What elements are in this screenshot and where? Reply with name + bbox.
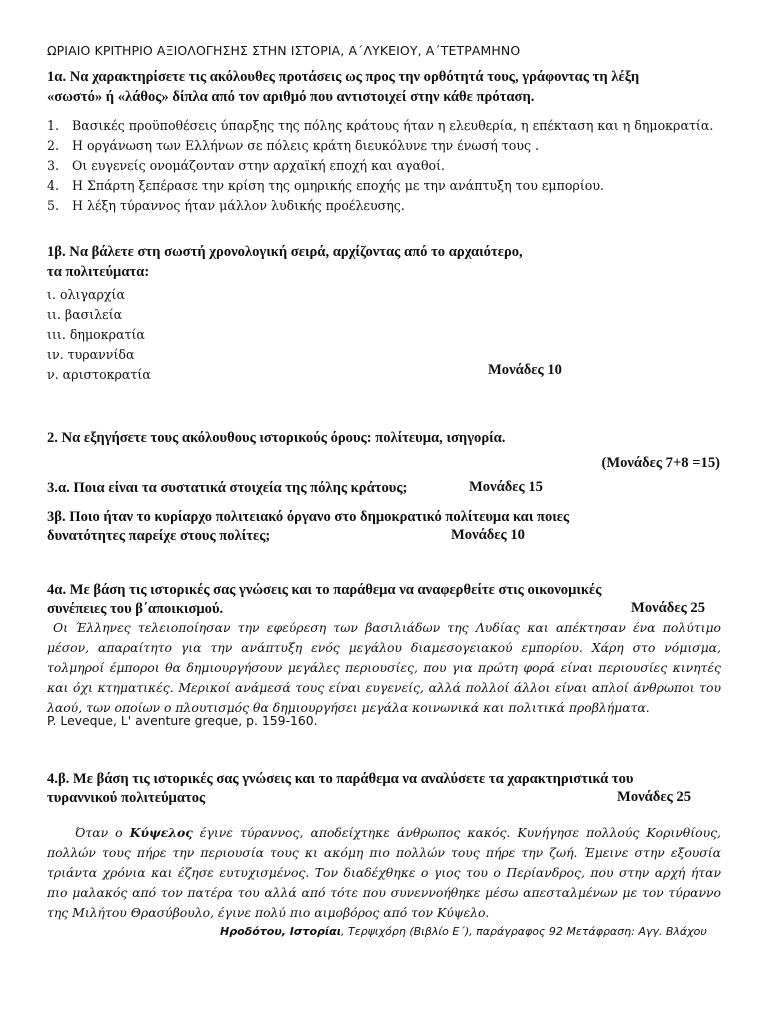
statement-item xyxy=(47,176,723,196)
question-4a-line2: συνέπειες του β΄αποικισμού. xyxy=(47,601,224,617)
question-1a-line2: «σωστό» ή «λάθος» δίπλα από τον αριθμό που αντιστοιχεί στην κάθε πρόταση. xyxy=(47,89,535,105)
question-3b-line1: 3β. Ποιο ήταν το κυρίαρχο πολιτειακό όργανο στο δημοκρατικό πολίτευμα και ποιες xyxy=(47,509,570,525)
question-1a-line1: 1α. Να χαρακτηρίσετε τις ακόλουθες προτάσεις ως προς την ορθότητά τους, γράφοντας τη λέξη xyxy=(47,69,640,85)
question-4a-line1: 4α. Με βάση τις ιστορικές σας γνώσεις και το παράθεμα να αναφερθείτε στις οικονομικές xyxy=(47,582,602,598)
excerpt-4b-start: Όταν ο xyxy=(75,825,130,840)
statement-text: Βασικές προϋποθέσεις ύπαρξης της πόλης κράτους ήταν η ελευθερία, η επέκταση και η δημοκρατία. xyxy=(72,118,714,133)
points-4b: Μονάδες 25 xyxy=(617,789,691,805)
statement-number: 4. xyxy=(47,178,60,193)
statement-item xyxy=(47,156,723,176)
points-3a: Μονάδες 15 xyxy=(469,479,543,495)
excerpt-4b xyxy=(47,823,721,923)
regimes-list xyxy=(47,285,151,385)
statement-text: Η οργάνωση των Ελλήνων σε πόλεις κράτη διευκόλυνε την ένωσή τους . xyxy=(72,138,540,153)
excerpt-4b-name: Κύψελος xyxy=(129,825,193,840)
regime-item: ι. ολιγαρχία xyxy=(47,287,125,302)
excerpt-4b-rest: έγινε τύραννος, αποδείχτηκε άνθρωπος κακός. Κυνήγησε πολλούς Κορινθίους, πολλών τους πήρε την περιουσία τους κι ακόμη πιο πολλών τους πήρε την ζωή. Έμεινε στην εξουσία τριάντα χρόνια και έζησε ευτυχισμένος. Τον διαδέχθηκε ο γιος του ο Περίανδρος, που στην αρχή ήταν πιο μαλακός από τον πατέρα του αλλά από τότε που συνεννοήθηκε μέσω απεσταλμένων με τον τύραννο της Μιλήτου Θρασύβουλο, έγινε πολύ πιο αιμοβόρος από τον Κύψελο. xyxy=(47,825,721,920)
statements-list xyxy=(47,116,723,216)
statement-number: 3. xyxy=(47,158,60,173)
statement-text: Οι ευγενείς ονομάζονταν στην αρχαϊκή εποχή και αγαθοί. xyxy=(72,158,446,173)
statement-text: Η Σπάρτη ξεπέρασε την κρίση της ομηρικής εποχής με την ανάπτυξη του εμπορίου. xyxy=(72,178,605,193)
statement-text: Η λέξη τύραννος ήταν μάλλον λυδικής προέλευσης. xyxy=(72,198,405,213)
statement-number: 2. xyxy=(47,138,60,153)
statement-item xyxy=(47,136,723,156)
question-2: 2. Να εξηγήσετε τους ακόλουθους ιστορικούς όρους: πολίτευμα, ισηγορία. xyxy=(47,430,506,446)
statement-number: 5. xyxy=(47,198,60,213)
source-4b xyxy=(220,925,707,938)
source-4a: P. Leveque, L' aventure greque, p. 159-160. xyxy=(47,713,318,728)
regime-item: ιι. βασιλεία xyxy=(47,307,123,322)
points-2: (Μονάδες 7+8 =15) xyxy=(601,455,720,471)
source-4b-details: , Τερψιχόρη (Βιβλίο Ε΄), παράγραφος 92 Μετάφραση: Αγγ. Βλάχου xyxy=(341,925,707,938)
points-1b: Μονάδες 10 xyxy=(488,362,562,378)
question-4b-line2: τυραννικού πολιτεύματος xyxy=(47,790,206,806)
question-3a: 3.α. Ποια είναι τα συστατικά στοιχεία της πόλης κράτους; xyxy=(47,480,408,496)
question-1b-line2: τα πολιτεύματα: xyxy=(47,264,150,280)
regime-item: ν. αριστοκρατία xyxy=(47,367,151,382)
statement-item xyxy=(47,116,723,136)
statement-item xyxy=(47,196,723,216)
source-4b-author: Ηροδότου, Ιστορίαι xyxy=(220,925,342,938)
question-1b-line1: 1β. Να βάλετε στη σωστή χρονολογική σειρά, αρχίζοντας από το αρχαιότερο, xyxy=(47,244,523,260)
points-3b: Μονάδες 10 xyxy=(451,527,525,543)
question-3b-line2: δυνατότητες παρείχε στους πολίτες; xyxy=(47,528,271,544)
points-4a: Μονάδες 25 xyxy=(631,600,705,616)
question-4b-line1: 4.β. Με βάση τις ιστορικές σας γνώσεις και το παράθεμα να αναλύσετε τα χαρακτηριστικά του xyxy=(47,771,634,787)
regime-item: ιν. τυραννίδα xyxy=(47,347,135,362)
regime-item: ιιι. δημοκρατία xyxy=(47,327,145,342)
exam-title: ΩΡΙΑΙΟ ΚΡΙΤΗΡΙΟ ΑΞΙΟΛΟΓΗΣΗΣ ΣΤΗΝ ΙΣΤΟΡΙΑ, Α΄ΛΥΚΕΙΟΥ, Α΄ΤΕΤΡΑΜΗΝΟ xyxy=(47,43,521,58)
excerpt-4a: Οι Έλληνες τελειοποίησαν την εφεύρεση των βασιλιάδων της Λυδίας και απέκτησαν ένα πολύτιμο μέσον, απαραίτητο για την ανάπτυξη ενός μεγάλου διαμεσογειακού εμπορίου. Χάρη στο νόμισμα, τολμηροί έμποροι θα δημιουργήσουν μεγάλες περιουσίες, που για πρώτη φορά είναι περιουσίες κινητές και όχι κτηματικές. Μερικοί ανάμεσά τους είναι ευγενείς, αλλά πολλοί άλλοι είναι απλοί άνθρωποι του λαού, των οποίων ο πλουτισμός θα δημιουργήσει μεγάλα κοινωνικά και πολιτικά προβλήματα. xyxy=(47,620,721,715)
statement-number: 1. xyxy=(47,118,60,133)
